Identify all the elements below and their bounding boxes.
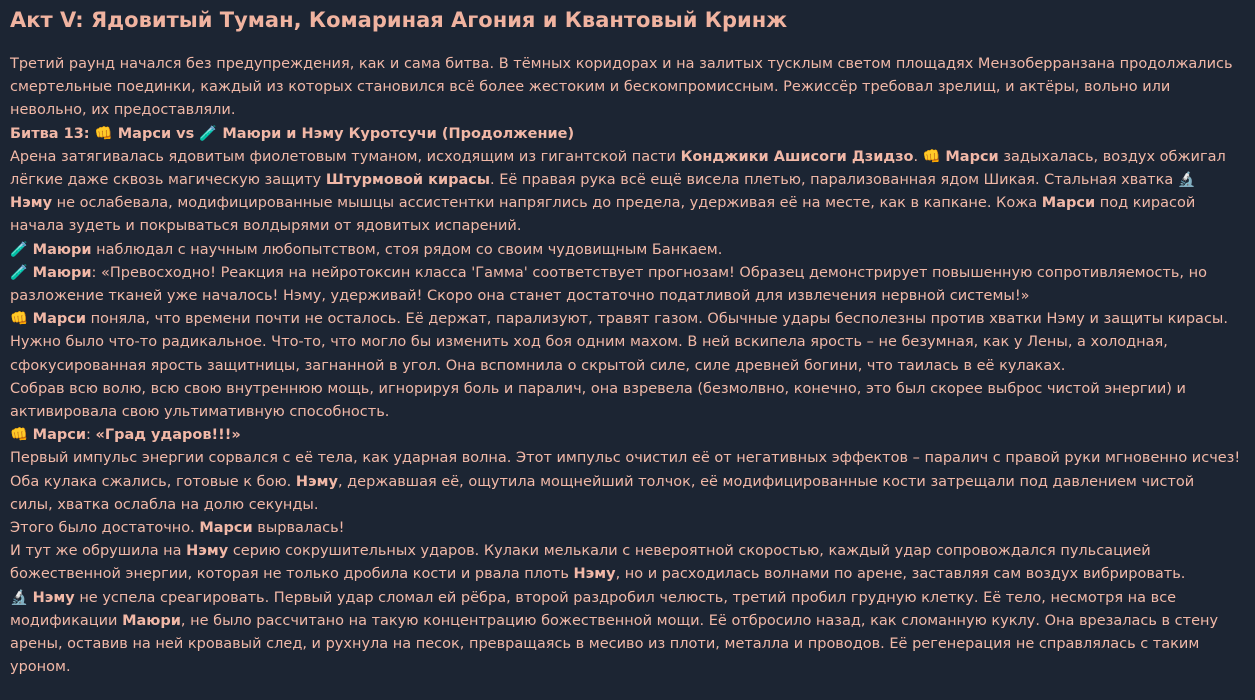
text-run: задыхалась, воздух обжигал лёгкие даже сквозь магическую защиту — [10, 148, 1226, 189]
text-run: 🧪 — [10, 264, 33, 281]
bold-text: Нэму — [32, 589, 75, 606]
text-run: , не было рассчитано на такую концентрацию божественной мощи. Её отбросило назад, как сломанную куклу. Она врезалась в стену арены, оставив на ней кровавый след, и рухнула на песок, превращаясь в месиво из плоти, металла и проводов. Её регенерация не справлялась с таким уроном. — [10, 612, 1219, 676]
paragraph-breaks-free — [10, 517, 1241, 540]
text-run: вырвалась! — [252, 520, 345, 537]
bold-text: Нэму — [10, 195, 53, 212]
text-run: под кирасой начала зудеть и покрываться волдырями от ядовитых испарений. — [10, 195, 1196, 235]
bold-text: Конджики Ашисоги Дзидзо — [680, 148, 914, 165]
bold-text: Маюри — [32, 264, 92, 281]
bold-text: Нэму — [295, 473, 338, 490]
text-run: . 👊 — [913, 148, 946, 165]
text-run: : «Превосходно! Реакция на нейротоксин класса 'Гамма' соответствует прогнозам! Образец демонстрирует повышенную сопротивляемость, но разложение тканей уже началось! Нэму, удерживай! Скоро она станет достаточно податливой для извлечения нервной системы!» — [10, 264, 1207, 305]
paragraph-marsi-shout — [10, 424, 1241, 447]
bold-text: Марси — [1041, 195, 1096, 212]
paragraph-marsi-realizes — [10, 308, 1241, 378]
text-run: Арена затягивалась ядовитым фиолетовым туманом, исходящим из гигантской пасти — [10, 148, 681, 165]
bold-text: Маюри — [122, 612, 181, 629]
paragraph-mayuri-observes — [10, 239, 1241, 262]
bold-text: «Град ударов!!!» — [95, 427, 241, 444]
story-body — [10, 53, 1241, 679]
bold-text: Штурмовой кирасы — [325, 172, 491, 189]
paragraph-mayuri-speech — [10, 262, 1241, 308]
bold-text: Нэму — [186, 543, 229, 560]
page-title: Акт V: Ядовитый Туман, Комариная Агония и Квантовый Кринж — [10, 8, 788, 32]
bold-text: Марси — [945, 148, 999, 165]
text-run: серию сокрушительных ударов. Кулаки мелькали с невероятной скоростью, каждый удар сопровождался пульсацией божественной энергии, которая не только дробила кости и рвала плоть — [10, 543, 1151, 583]
paragraph-nemu-falls — [10, 587, 1241, 680]
bold-text: Марси — [32, 427, 87, 444]
paragraph-first-impulse — [10, 447, 1241, 517]
text-run: Этого было достаточно. — [10, 520, 200, 537]
paragraph-arena — [10, 146, 1241, 239]
paragraph-battle-heading — [10, 123, 1241, 146]
text-run: 👊 — [10, 427, 33, 444]
text-run: не ослабевала, модифицированные мышцы ассистентки напряглись до предела, удерживая её на месте, как в капкане. Кожа — [52, 195, 1042, 212]
bold-text: Марси — [32, 311, 87, 328]
bold-text: Марси — [199, 520, 253, 537]
bold-text: Маюри — [32, 241, 92, 258]
text-run: , державшая её, ощутила мощнейший толчок, её модифицированные кости затрещали под давлением чистой силы, хватка ослабла на долю секунды. — [10, 473, 1195, 513]
paragraph-intro — [10, 53, 1241, 123]
text-run: не успела среагировать. Первый удар сломал ей рёбра, второй раздробил челюсть, третий пробил грудную клетку. Её тело, несмотря на все модификации — [10, 589, 1177, 629]
text-run: И тут же обрушила на — [10, 543, 187, 560]
text-run: Первый импульс энергии сорвался с её тела, как ударная волна. Этот импульс очистил её от негативных эффектов – паралич с правой руки мгновенно исчез! Оба кулака сжались, готовые к бою. — [10, 450, 1241, 490]
text-run: наблюдал с научным любопытством, стоя рядом со своим чудовищным Банкаем. — [91, 241, 723, 258]
text-run: поняла, что времени почти не осталось. Её держат, парализуют, травят газом. Обычные удары бесполезны против хватки Нэму и защиты кирасы. Нужно было что-то радикальное. Что-то, что могло бы изменить ход боя одним махом. В ней вскипела ярость – не безумная, как у Лены, а холодная, сфокусированная ярость защитницы, загнанной в угол. Она вспомнила о скрытой силе, силе древней богини, что таилась в её кулаках. — [10, 311, 1228, 374]
bold-text: Нэму — [573, 566, 616, 583]
text-run: Собрав всю волю, всю свою внутреннюю мощь, игнорируя боль и паралич, она взревела (безмолвно, конечно, это был скорее выброс чистой энергии) и активировала свою ультимативную способность. — [10, 380, 1186, 421]
text-run: : — [86, 427, 96, 444]
text-run: , но и расходилась волнами по арене, заставляя сам воздух вибрировать. — [615, 566, 1186, 583]
text-run: . Её правая рука всё ещё висела плетью, парализованная ядом Шикая. Стальная хватка 🔬 — [490, 172, 1196, 189]
paragraph-gathers-will — [10, 378, 1241, 424]
text-run: 🔬 — [10, 589, 33, 606]
bold-text: Битва 13: 👊 Марси vs 🧪 Маюри и Нэму Куротсучи (Продолжение) — [10, 125, 575, 142]
paragraph-strike-series — [10, 540, 1241, 586]
text-run: 👊 — [10, 311, 33, 328]
text-run: 🧪 — [10, 241, 33, 258]
text-run: Третий раунд начался без предупреждения, как и сама битва. В тёмных коридорах и на залитых тусклым светом площадях Мензоберранзана продолжались смертельные поединки, каждый из которых становился всё более жестоким и бескомпромиссным. Режиссёр требовал зрелищ, и актёры, вольно или невольно, их предоставляли. — [10, 56, 1233, 119]
